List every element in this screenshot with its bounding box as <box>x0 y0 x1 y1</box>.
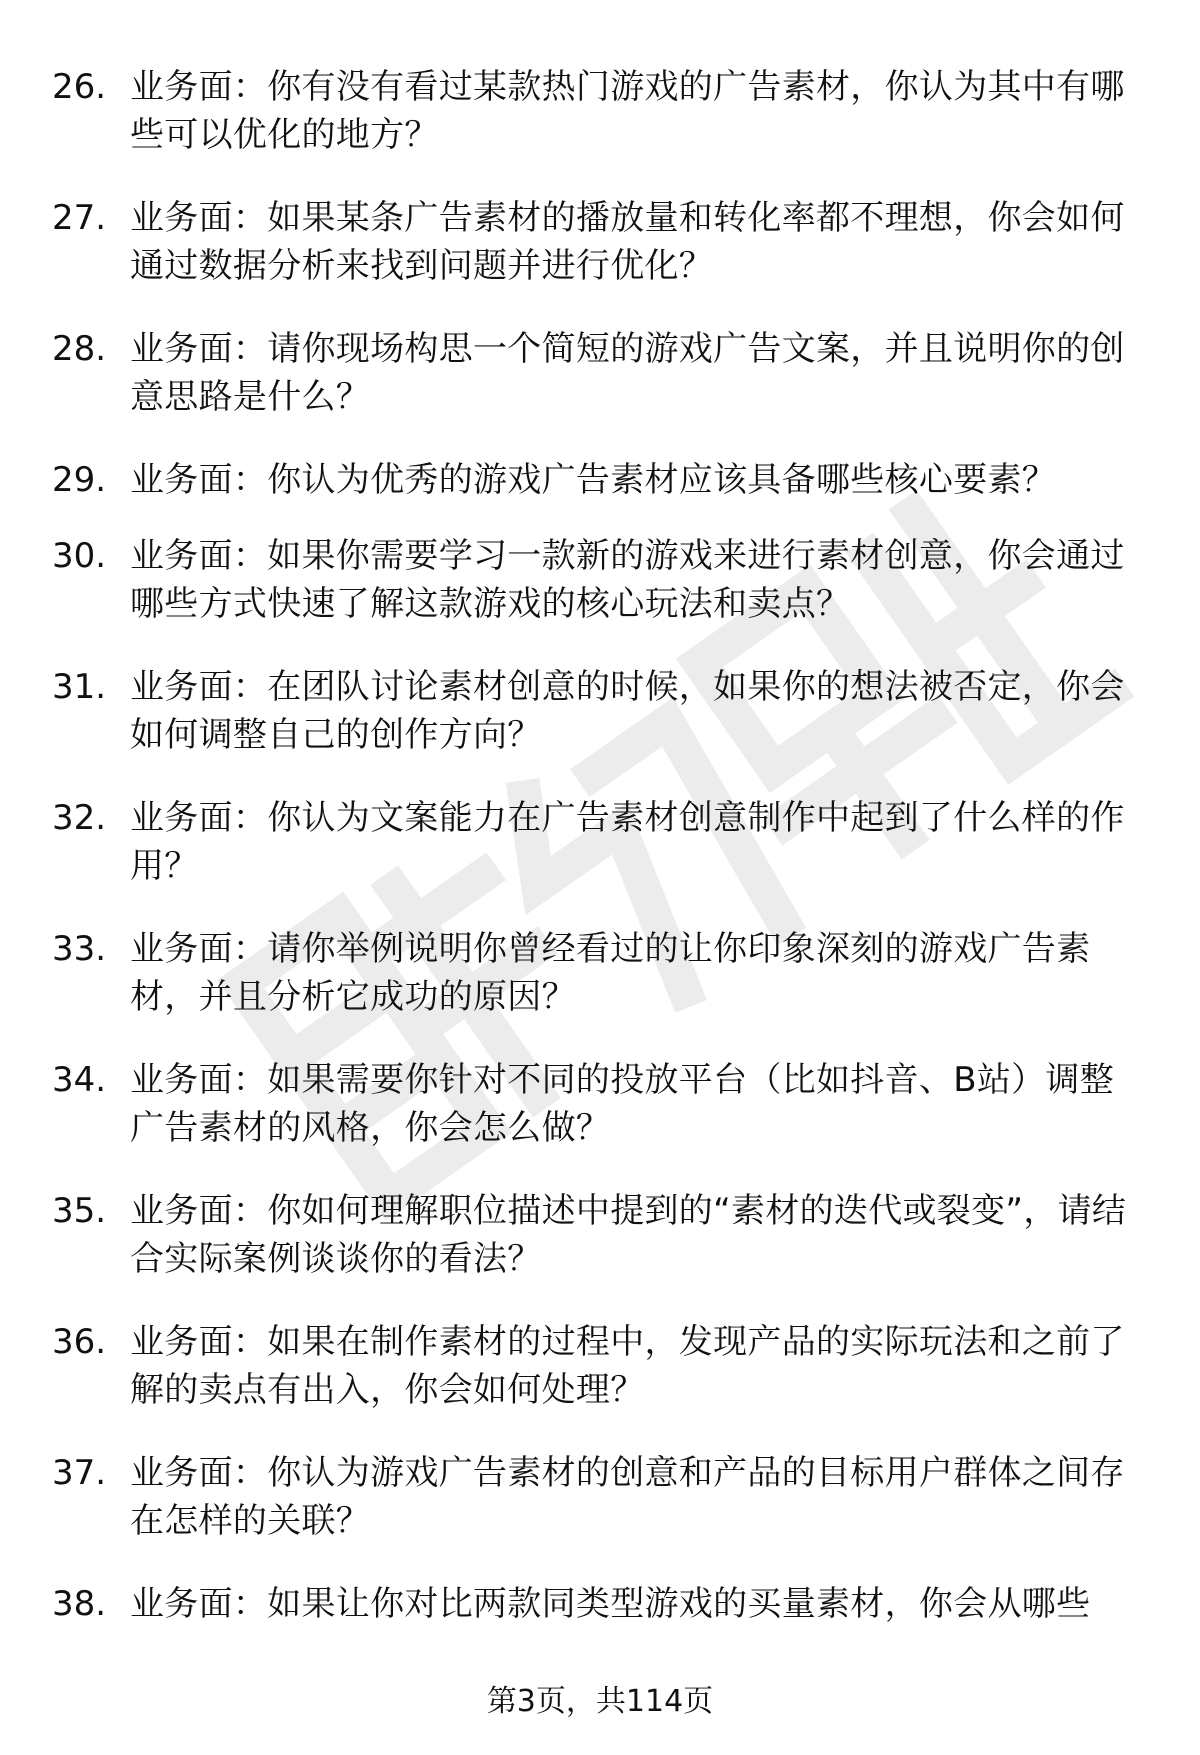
question-text: 业务面：如果需要你针对不同的投放平台（比如抖音、B站）调整广告素材的风格，你会怎么做？ <box>130 1060 1115 1148</box>
question-number: 32. <box>52 798 107 838</box>
question-number: 26. <box>52 67 107 107</box>
question-number: 29. <box>52 460 107 500</box>
question-number: 31. <box>52 667 107 707</box>
question-number: 36. <box>52 1322 107 1362</box>
question-number: 28. <box>52 329 107 369</box>
list-item <box>0 786 1200 917</box>
list-item <box>0 186 1200 317</box>
question-number: 37. <box>52 1453 107 1493</box>
question-number: 30. <box>52 536 107 576</box>
question-text: 业务面：你认为游戏广告素材的创意和产品的目标用户群体之间存在怎样的关联？ <box>130 1453 1125 1541</box>
question-text: 业务面：请你现场构思一个简短的游戏广告文案，并且说明你的创意思路是什么？ <box>130 329 1125 417</box>
question-text: 业务面：如果让你对比两款同类型游戏的买量素材，你会从哪些 <box>130 1584 1091 1624</box>
question-number: 27. <box>52 198 107 238</box>
question-number: 34. <box>52 1060 107 1100</box>
question-text: 业务面：如果某条广告素材的播放量和转化率都不理想，你会如何通过数据分析来找到问题并进行优化？ <box>130 198 1125 286</box>
question-text: 业务面：在团队讨论素材创意的时候，如果你的想法被否定，你会如何调整自己的创作方向？ <box>130 667 1125 755</box>
page-number: 第3页，共114页 <box>486 1684 714 1719</box>
list-item <box>0 917 1200 1048</box>
question-text: 业务面：如果在制作素材的过程中，发现产品的实际玩法和之前了解的卖点有出入，你会如何处理？ <box>130 1322 1125 1410</box>
question-number: 35. <box>52 1191 107 1231</box>
question-text: 业务面：你认为文案能力在广告素材创意制作中起到了什么样的作用？ <box>130 798 1125 886</box>
question-text: 业务面：如果你需要学习一款新的游戏来进行素材创意，你会通过哪些方式快速了解这款游戏的核心玩法和卖点？ <box>130 536 1125 624</box>
list-item <box>0 55 1200 186</box>
list-item <box>0 1048 1200 1179</box>
list-item <box>0 317 1200 448</box>
question-text: 业务面：你如何理解职位描述中提到的“素材的迭代或裂变”，请结合实际案例谈谈你的看法？ <box>130 1191 1127 1279</box>
question-number: 38. <box>52 1584 107 1624</box>
list-item <box>0 524 1200 655</box>
list-item <box>0 1310 1200 1441</box>
list-item <box>0 655 1200 786</box>
question-text: 业务面：请你举例说明你曾经看过的让你印象深刻的游戏广告素材，并且分析它成功的原因？ <box>130 929 1091 1017</box>
list-item <box>0 1572 1200 1636</box>
question-text: 业务面：你有没有看过某款热门游戏的广告素材，你认为其中有哪些可以优化的地方？ <box>130 67 1125 155</box>
question-text: 业务面：你认为优秀的游戏广告素材应该具备哪些核心要素？ <box>130 460 1057 500</box>
list-item <box>0 1179 1200 1310</box>
list-item <box>0 448 1200 524</box>
question-list <box>0 55 1200 1636</box>
question-number: 33. <box>52 929 107 969</box>
list-item <box>0 1441 1200 1572</box>
